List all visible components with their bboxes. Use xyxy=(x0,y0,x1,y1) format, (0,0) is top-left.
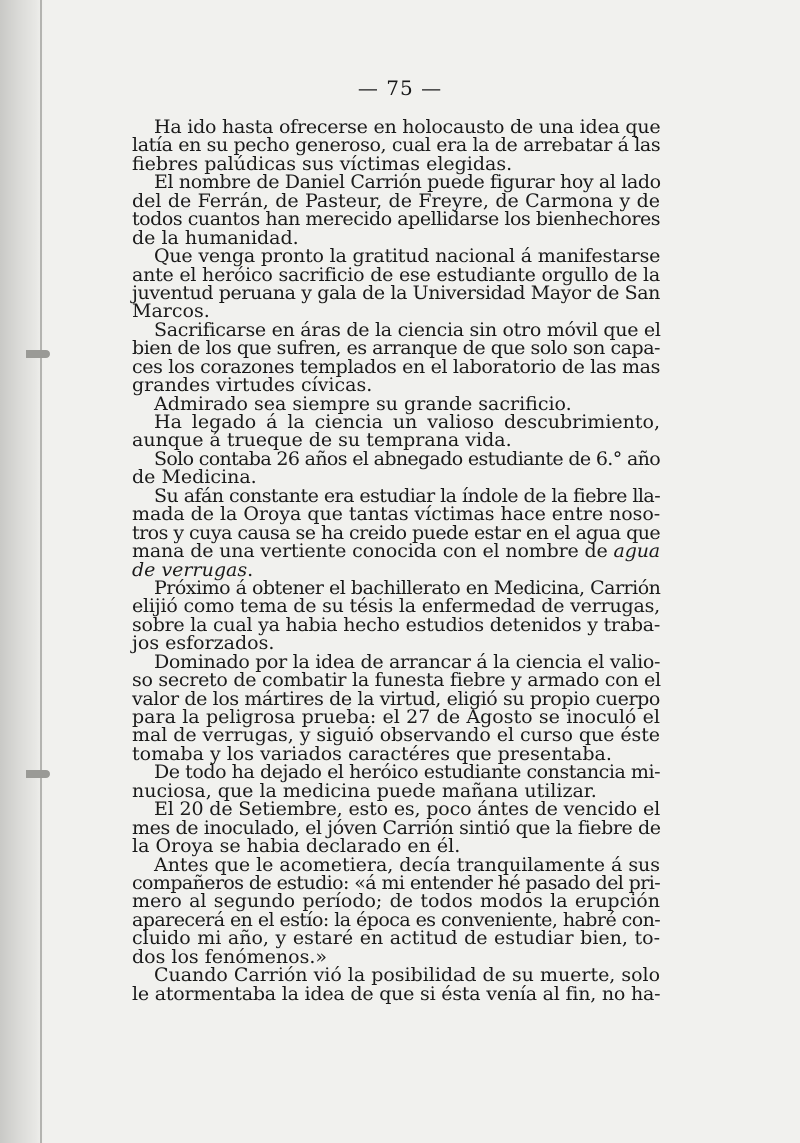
text-line-content: so secreto de combatir la funesta fiebre y armado con el xyxy=(132,669,661,692)
text-line-content: latía en su pecho generoso, cual era la de arrebatar á las xyxy=(132,134,661,157)
text-line-content: grandes virtudes cívicas. xyxy=(132,374,373,397)
body-text xyxy=(132,118,660,1003)
text-line-content: El nombre de Daniel Carrión puede figurar hoy al lado xyxy=(154,171,661,194)
text-line-content: fiebres palúdicas sus víctimas elegidas. xyxy=(132,152,513,175)
text-line-content: ces los corazones templados en el laboratorio de las mas xyxy=(132,355,660,378)
text-line-content: Solo contaba 26 años el abnegado estudiante de 6.° año xyxy=(154,447,660,470)
text-line-content: jos esforzados. xyxy=(132,632,275,655)
text-line-content: Próximo á obtener el bachillerato en Medicina, Carrión xyxy=(154,576,661,599)
text-line-content: aparecerá en el estío: la época es conveniente, habré con- xyxy=(132,908,661,931)
text-line-content: Dominado por la idea de arrancar á la ciencia el valio- xyxy=(154,650,661,673)
text-line-content: nuciosa, que la medicina puede mañana utilizar. xyxy=(132,779,597,802)
text-line-content: El 20 de Setiembre, esto es, poco ántes de vencido el xyxy=(154,798,660,821)
text-line-content: mero al segundo período; de todos modos la erupción xyxy=(132,890,660,913)
italic-text: agua xyxy=(613,540,660,563)
text-line-content: elijió como tema de su tésis la enfermedad de verrugas, xyxy=(132,595,660,618)
text-line-tail: . xyxy=(247,558,254,581)
text-line-content: de Medicina. xyxy=(132,466,257,489)
text-line-content: mada de la Oroya que tantas víctimas hace entre noso- xyxy=(132,503,661,526)
text-line-content: tomaba y los variados caractéres que presentaba. xyxy=(132,742,612,765)
binding-edge xyxy=(40,0,42,1143)
text-line-content: ante el heróico sacrificio de ese estudiante orgullo de la xyxy=(132,263,660,286)
text-line-content: Cuando Carrión vió la posibilidad de su muerte, solo xyxy=(154,964,660,987)
text-line-content: bien de los que sufren, es arranque de que solo son capa- xyxy=(132,337,660,360)
text-line-content: todos cuantos han merecido apellidarse los bienhechores xyxy=(132,208,661,231)
text-line-content: mes de inoculado, el jóven Carrión sintió que la fiebre de xyxy=(132,816,661,839)
binding-notch xyxy=(26,350,50,358)
text-line-content: Sacrificarse en áras de la ciencia sin otro móvil que el xyxy=(154,318,661,341)
text-line-content: Antes que le acometiera, decía tranquilamente á sus xyxy=(154,853,660,876)
text-line-content: compañeros de estudio: «á mi entender hé pasado del pri- xyxy=(132,871,661,894)
text-line-content: Ha ido hasta ofrecerse en holocausto de una idea que xyxy=(154,116,661,138)
text-line xyxy=(132,982,661,1005)
text-line-content: valor de los mártires de la virtud, eligió su propio cuerpo xyxy=(132,687,660,710)
page-gutter xyxy=(0,0,44,1143)
text-line-content: De todo ha dejado el heróico estudiante constancia mi- xyxy=(154,761,661,784)
text-line-content: sobre la cual ya habia hecho estudios detenidos y traba- xyxy=(132,613,660,636)
text-line-content: Admirado sea siempre su grande sacrificio. xyxy=(154,392,572,415)
text-line-content: tros y cuya causa se ha creido puede estar en el agua que xyxy=(132,521,661,544)
text-line-content: le atormentaba la idea de que si ésta venía al fin, no ha- xyxy=(132,982,661,1005)
text-line-content: dos los fenómenos.» xyxy=(132,945,328,968)
text-line-content: Ha legado á la ciencia un valioso descubrimiento, xyxy=(154,411,660,433)
text-line-content: de la humanidad. xyxy=(132,226,299,249)
italic-text: de verrugas xyxy=(132,558,248,581)
page-number: — 75 — xyxy=(357,76,443,100)
text-line-content: Marcos. xyxy=(132,300,210,323)
text-line-content: Que venga pronto la gratitud nacional á manifestarse xyxy=(154,245,661,268)
text-line-content: mana de una vertiente conocida con el nombre de xyxy=(132,540,614,563)
text-line xyxy=(132,281,660,304)
text-line-content: cluido mi año, y estaré en actitud de estudiar bien, to- xyxy=(132,927,660,950)
text-line-content: la Oroya se habia declarado en él. xyxy=(132,835,461,858)
text-line-content: para la peligrosa prueba: el 27 de Agosto se inoculó el xyxy=(132,706,660,728)
text-line-content: del de Ferrán, de Pasteur, de Freyre, de Carmona y de xyxy=(132,189,660,212)
text-line-content: juventud peruana y gala de la Universidad Mayor de San xyxy=(132,281,660,304)
text-line-content: mal de verrugas, y siguió observando el curso que éste xyxy=(132,724,660,747)
binding-notch xyxy=(26,770,50,778)
text-line-content: aunque á trueque de su temprana vida. xyxy=(132,429,512,452)
text-line-content: Su afán constante era estudiar la índole de la fiebre lla- xyxy=(154,484,661,507)
